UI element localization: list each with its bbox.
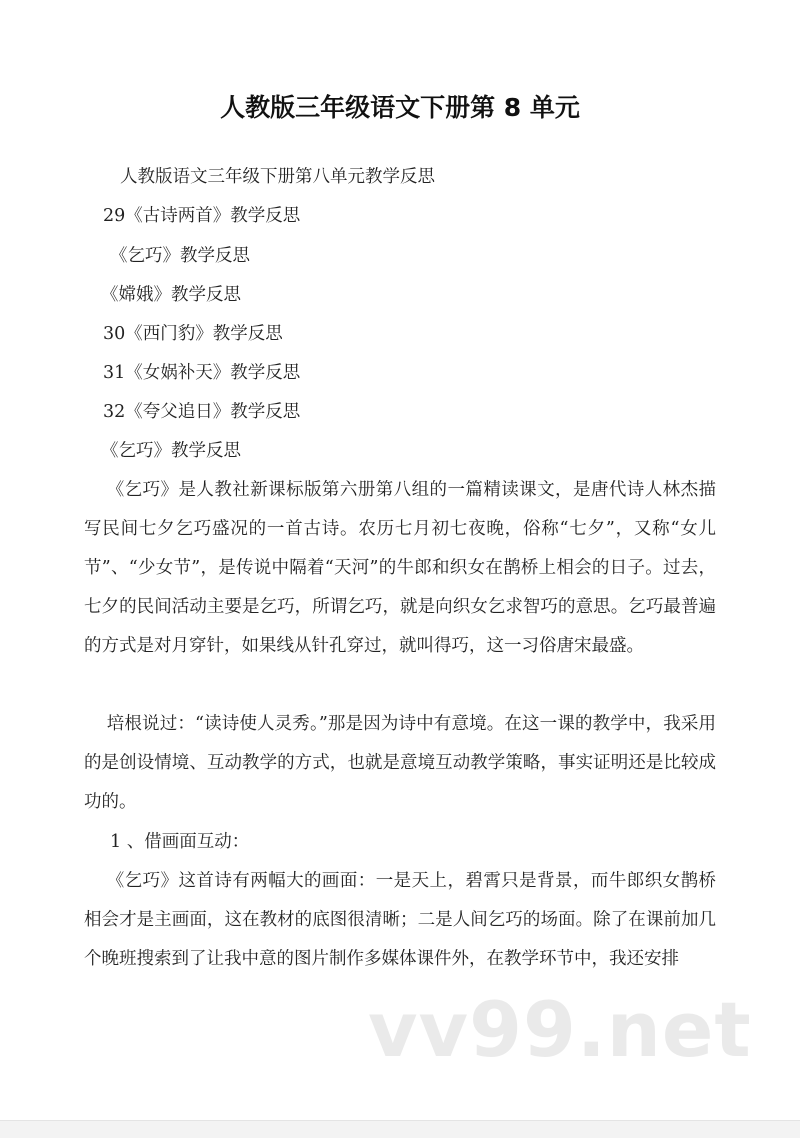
- toc-item-change: 《嫦娥》教学反思: [101, 285, 241, 305]
- paragraph-picture-description: 《乞巧》这首诗有两幅大的画面：一是天上，碧霄只是背景，而牛郎织女鹊桥相会才是主画面，这在教材的底图很清晰；二是人间乞巧的场面。除了在课前加几个晚班搜索到了让我中意的图片制作多媒体课件外，在教学环节中，我还安排: [84, 871, 716, 969]
- intro-line: 人教版语文三年级下册第八单元教学反思: [120, 167, 435, 187]
- toc-item-29: 29《古诗两首》教学反思: [103, 206, 301, 226]
- bottom-scroll-bar: [0, 1120, 800, 1138]
- toc-item-32: 32《夸父追日》教学反思: [103, 402, 301, 422]
- section-heading: 《乞巧》教学反思: [101, 441, 241, 461]
- toc-item-30: 30《西门豹》教学反思: [103, 324, 283, 344]
- paragraph-bacon: 培根说过：“读诗使人灵秀。”那是因为诗中有意境。在这一课的教学中，我采用的是创设情境、互动教学的方式，也就是意境互动教学策略，事实证明还是比较成功的。: [84, 714, 716, 812]
- watermark-text: vv99.net: [368, 985, 752, 1074]
- document-title: 人教版三年级语文下册第 8 单元: [220, 93, 580, 122]
- paragraph-qiqiao-intro: 《乞巧》是人教社新课标版第六册第八组的一篇精读课文，是唐代诗人林杰描写民间七夕乞巧盛况的一首古诗。农历七月初七夜晚，俗称“七夕”，又称“女儿节”、“少女节”，是传说中隔着“天河”的牛郎和织女在鹊桥上相会的日子。过去，七夕的民间活动主要是乞巧，所谓乞巧，就是向织女乞求智巧的意思。乞巧最普遍的方式是对月穿针，如果线从针孔穿过，就叫得巧，这一习俗唐宋最盛。: [84, 480, 716, 656]
- subheading-picture-interaction: 1 、借画面互动：: [110, 832, 250, 852]
- toc-item-31: 31《女娲补天》教学反思: [103, 363, 301, 383]
- toc-item-qiqiao: 《乞巧》教学反思: [110, 246, 250, 266]
